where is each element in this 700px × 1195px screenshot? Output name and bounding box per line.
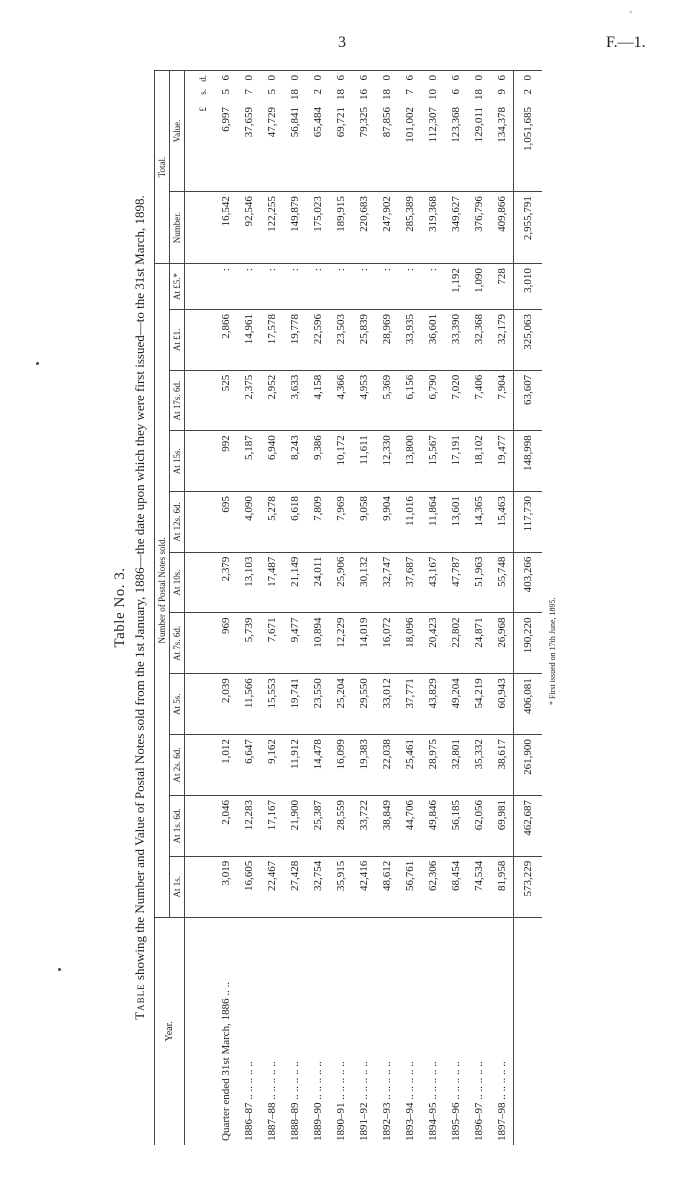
total-value-cell [490, 71, 514, 192]
value-part: 134,378 [495, 107, 508, 143]
year-header: Year. [155, 917, 185, 1145]
total-count-cell: 406,081 [514, 674, 543, 735]
count-cell: 2,375 [237, 370, 260, 431]
col-header: At £5.* [170, 264, 185, 310]
postal-notes-table [154, 70, 542, 1145]
total-number-cell: 376,796 [467, 192, 490, 264]
count-cell: 24,011 [306, 552, 329, 613]
count-cell: 14,961 [237, 309, 260, 370]
speck [36, 362, 39, 365]
count-cell: 22,467 [260, 856, 283, 917]
table-row [490, 71, 514, 1146]
count-cell: 19,741 [283, 674, 306, 735]
count-cell: 9,904 [375, 492, 398, 553]
table-row [352, 71, 375, 1146]
value-part: 18 [288, 89, 301, 100]
count-cell: 14,478 [306, 735, 329, 796]
count-cell: 32,747 [375, 552, 398, 613]
count-cell: 5,369 [375, 370, 398, 431]
table-row [214, 71, 237, 1146]
count-cell: : [283, 264, 306, 310]
empty-cell [185, 795, 215, 856]
count-cell: 14,019 [352, 613, 375, 674]
count-cell: 21,149 [283, 552, 306, 613]
value-part: 0 [265, 75, 278, 81]
year-cell: Quarter ended 31st March, 1886 .. .. [214, 917, 237, 1145]
page-number: 3 [338, 34, 346, 51]
value-part: 65,484 [311, 107, 324, 138]
value-part: 6 [357, 75, 370, 81]
count-cell: 38,849 [375, 795, 398, 856]
count-cell: 22,802 [444, 613, 467, 674]
total-value-cell [375, 71, 398, 192]
count-cell: 43,829 [421, 674, 444, 735]
count-cell: 17,167 [260, 795, 283, 856]
value-part: 10 [426, 89, 439, 100]
count-cell: 25,204 [329, 674, 352, 735]
page-mark: ' [630, 10, 632, 21]
year-cell: 1897–98 .. .. .. .. .. [490, 917, 514, 1145]
value-part: 1,051,685 [522, 107, 534, 151]
value-part: 18 [472, 89, 485, 100]
count-cell: 4,158 [306, 370, 329, 431]
value-part: 16 [357, 89, 370, 100]
count-cell: 14,365 [467, 492, 490, 553]
total-header: Total. [155, 71, 170, 264]
year-cell: 1892–93 .. .. .. .. .. [375, 917, 398, 1145]
count-cell: 68,454 [444, 856, 467, 917]
year-cell: 1896–97 .. .. .. .. .. [467, 917, 490, 1145]
total-number-cell: 122,255 [260, 192, 283, 264]
subtitle-rest: showing the Number and Value of Postal Notes sold from the 1st January, 1886—the date upon which they were first issued—to the 31st March, 1898. [132, 195, 147, 984]
count-cell: 60,943 [490, 674, 514, 735]
count-cell: 728 [490, 264, 514, 310]
total-number-cell: 319,368 [421, 192, 444, 264]
count-cell: 969 [214, 613, 237, 674]
count-cell: 37,687 [398, 552, 421, 613]
year-cell: 1889–90 .. .. .. .. .. [306, 917, 329, 1145]
count-cell: 15,567 [421, 431, 444, 492]
count-cell: 6,647 [237, 735, 260, 796]
empty-cell [185, 431, 215, 492]
value-part: 6 [449, 75, 462, 81]
value-units [185, 71, 215, 192]
count-cell: : [214, 264, 237, 310]
value-part: 6 [495, 75, 508, 81]
total-count-cell: 117,730 [514, 492, 543, 553]
total-number-cell: 189,915 [329, 192, 352, 264]
number-sold-header: Number of Postal Notes sold. [155, 264, 170, 918]
count-cell: 33,722 [352, 795, 375, 856]
count-cell: 1,012 [214, 735, 237, 796]
count-cell: 62,306 [421, 856, 444, 917]
total-number-cell: 409,866 [490, 192, 514, 264]
count-cell: 10,172 [329, 431, 352, 492]
number-header: Number. [170, 192, 185, 264]
table-row [398, 71, 421, 1146]
count-cell: : [260, 264, 283, 310]
value-part: 47,729 [265, 107, 278, 138]
count-cell: 10,894 [306, 613, 329, 674]
value-part: 69,721 [334, 107, 347, 138]
count-cell: 28,975 [421, 735, 444, 796]
year-cell-empty [185, 917, 215, 1145]
count-cell: 9,058 [352, 492, 375, 553]
value-part: 56,841 [288, 107, 301, 138]
count-cell: 22,038 [375, 735, 398, 796]
value-part: 0 [426, 75, 439, 81]
year-cell: 1888–89 .. .. .. .. .. [283, 917, 306, 1145]
count-cell: 9,162 [260, 735, 283, 796]
count-cell: 25,461 [398, 735, 421, 796]
count-cell: 56,761 [398, 856, 421, 917]
unit-label: s. [197, 89, 208, 95]
table-row [467, 71, 490, 1146]
count-cell: 18,096 [398, 613, 421, 674]
count-cell: 11,864 [421, 492, 444, 553]
count-cell: 25,839 [352, 309, 375, 370]
value-part: 7 [242, 89, 255, 95]
count-cell: 32,754 [306, 856, 329, 917]
count-cell: 49,204 [444, 674, 467, 735]
rotated-table-block [110, 70, 580, 1145]
count-cell: 2,379 [214, 552, 237, 613]
value-part: 6 [449, 89, 462, 95]
total-count-cell: 63,607 [514, 370, 543, 431]
count-cell: 38,617 [490, 735, 514, 796]
value-part: 5 [265, 89, 278, 95]
table-row [260, 71, 283, 1146]
count-cell: 49,846 [421, 795, 444, 856]
col-header: At 15s. [170, 431, 185, 492]
count-cell: 2,046 [214, 795, 237, 856]
count-cell: 3,019 [214, 856, 237, 917]
count-cell: 992 [214, 431, 237, 492]
count-cell: 525 [214, 370, 237, 431]
count-cell: 55,748 [490, 552, 514, 613]
total-value-cell [467, 71, 490, 192]
count-cell: 23,550 [306, 674, 329, 735]
count-cell: 19,477 [490, 431, 514, 492]
col-header: At 5s. [170, 674, 185, 735]
col-header: At 10s. [170, 552, 185, 613]
count-cell: 7,809 [306, 492, 329, 553]
count-cell: 6,940 [260, 431, 283, 492]
count-cell: 30,132 [352, 552, 375, 613]
count-cell: 2,039 [214, 674, 237, 735]
speck [58, 968, 61, 971]
count-cell: 22,596 [306, 309, 329, 370]
unit-label: £ [197, 107, 208, 112]
empty-cell [185, 552, 215, 613]
total-value-cell [329, 71, 352, 192]
count-cell: 1,090 [467, 264, 490, 310]
year-cell: 1887–88 .. .. .. .. .. [260, 917, 283, 1145]
total-number-cell: 16,542 [214, 192, 237, 264]
count-cell: 16,099 [329, 735, 352, 796]
count-cell: 18,102 [467, 431, 490, 492]
total-number-cell: 247,902 [375, 192, 398, 264]
count-cell: 74,534 [467, 856, 490, 917]
count-cell: 51,963 [467, 552, 490, 613]
count-cell: 29,550 [352, 674, 375, 735]
total-count-cell: 573,229 [514, 856, 543, 917]
grand-total-value [514, 71, 543, 192]
count-cell: 47,787 [444, 552, 467, 613]
total-value-cell [398, 71, 421, 192]
year-cell: 1890–91 .. .. .. .. .. [329, 917, 352, 1145]
count-cell: 54,219 [467, 674, 490, 735]
value-part: 9 [495, 89, 508, 95]
count-cell: 32,179 [490, 309, 514, 370]
table-row [444, 71, 467, 1146]
year-cell: 1893–94 .. .. .. .. .. [398, 917, 421, 1145]
count-cell: 11,912 [283, 735, 306, 796]
empty-cell [185, 192, 215, 264]
table-row [283, 71, 306, 1146]
count-cell: 24,871 [467, 613, 490, 674]
total-value-cell [421, 71, 444, 192]
count-cell: 69,981 [490, 795, 514, 856]
footnote: * First issued on 17th June, 1895. [548, 597, 557, 705]
count-cell: 23,503 [329, 309, 352, 370]
value-part: 0 [472, 75, 485, 81]
count-cell: 32,801 [444, 735, 467, 796]
value-part: 101,002 [403, 107, 416, 143]
empty-cell [185, 492, 215, 553]
count-cell: 33,012 [375, 674, 398, 735]
count-cell: 42,416 [352, 856, 375, 917]
document-code: F.—1. [606, 34, 646, 51]
count-cell: 17,191 [444, 431, 467, 492]
count-cell: 36,601 [421, 309, 444, 370]
total-value-cell [237, 71, 260, 192]
table-subtitle [130, 70, 150, 1145]
table-row [375, 71, 398, 1146]
count-cell: 12,330 [375, 431, 398, 492]
col-header: At 7s. 6d. [170, 613, 185, 674]
count-cell: 3,633 [283, 370, 306, 431]
units-row [185, 71, 215, 1146]
value-part: 6 [403, 75, 416, 81]
empty-cell [185, 264, 215, 310]
count-cell: : [375, 264, 398, 310]
count-cell: 81,958 [490, 856, 514, 917]
value-part: 0 [242, 75, 255, 81]
col-header: At 2s. 6d. [170, 735, 185, 796]
count-cell: 15,463 [490, 492, 514, 553]
count-cell: 13,800 [398, 431, 421, 492]
count-cell: : [237, 264, 260, 310]
value-part: 18 [334, 89, 347, 100]
value-part: 87,856 [380, 107, 393, 138]
col-header: At 1s. [170, 856, 185, 917]
empty-cell [185, 309, 215, 370]
count-cell: 11,566 [237, 674, 260, 735]
count-cell: 16,072 [375, 613, 398, 674]
year-cell: 1894–95 .. .. .. .. .. [421, 917, 444, 1145]
year-cell-empty [514, 917, 543, 1145]
value-part: 18 [380, 89, 393, 100]
count-cell: : [421, 264, 444, 310]
count-cell: 8,243 [283, 431, 306, 492]
count-cell: 25,906 [329, 552, 352, 613]
count-cell: 6,790 [421, 370, 444, 431]
table-row [306, 71, 329, 1146]
count-cell: 62,056 [467, 795, 490, 856]
value-part: 2 [522, 89, 534, 95]
count-cell: 19,383 [352, 735, 375, 796]
count-cell: 56,185 [444, 795, 467, 856]
count-cell: 35,915 [329, 856, 352, 917]
count-cell: 7,671 [260, 613, 283, 674]
value-part: 0 [288, 75, 301, 81]
value-part: 6 [334, 75, 347, 81]
count-cell: 33,390 [444, 309, 467, 370]
count-cell: 19,778 [283, 309, 306, 370]
total-value-cell [306, 71, 329, 192]
total-number-cell: 349,627 [444, 192, 467, 264]
value-part: 0 [522, 75, 534, 81]
table-row [329, 71, 352, 1146]
count-cell: 5,739 [237, 613, 260, 674]
total-count-cell: 190,220 [514, 613, 543, 674]
count-cell: 28,559 [329, 795, 352, 856]
count-cell: 33,935 [398, 309, 421, 370]
value-part: 0 [311, 75, 324, 81]
count-cell: 5,187 [237, 431, 260, 492]
year-cell: 1891–92 .. .. .. .. .. [352, 917, 375, 1145]
total-value-cell [352, 71, 375, 192]
count-cell: 7,969 [329, 492, 352, 553]
count-cell: 32,368 [467, 309, 490, 370]
total-number-cell: 285,389 [398, 192, 421, 264]
totals-row [514, 71, 543, 1146]
count-cell: 25,387 [306, 795, 329, 856]
count-cell: 4,090 [237, 492, 260, 553]
count-cell: 48,612 [375, 856, 398, 917]
count-cell: 11,016 [398, 492, 421, 553]
total-count-cell: 325,063 [514, 309, 543, 370]
count-cell: 20,423 [421, 613, 444, 674]
value-part: 0 [380, 75, 393, 81]
count-cell: : [329, 264, 352, 310]
count-cell: : [352, 264, 375, 310]
count-cell: 35,332 [467, 735, 490, 796]
year-cell: 1895–96 .. .. .. .. .. [444, 917, 467, 1145]
count-cell: 11,611 [352, 431, 375, 492]
empty-cell [185, 613, 215, 674]
count-cell: 15,553 [260, 674, 283, 735]
count-cell: 7,020 [444, 370, 467, 431]
value-part: 5 [219, 89, 232, 95]
count-cell: 7,904 [490, 370, 514, 431]
total-value-cell [214, 71, 237, 192]
count-cell: 4,366 [329, 370, 352, 431]
count-cell: 43,167 [421, 552, 444, 613]
value-part: 7 [403, 89, 416, 95]
count-cell: 13,601 [444, 492, 467, 553]
count-cell: 17,487 [260, 552, 283, 613]
value-part: 37,659 [242, 107, 255, 138]
total-count-cell: 148,998 [514, 431, 543, 492]
grand-total-number: 2,955,791 [514, 192, 543, 264]
total-count-cell: 261,900 [514, 735, 543, 796]
year-cell: 1886–87 .. .. .. .. .. [237, 917, 260, 1145]
count-cell: 6,618 [283, 492, 306, 553]
count-cell: 16,605 [237, 856, 260, 917]
total-number-cell: 220,683 [352, 192, 375, 264]
empty-cell [185, 856, 215, 917]
total-count-cell: 403,266 [514, 552, 543, 613]
count-cell: 2,866 [214, 309, 237, 370]
count-cell: 9,477 [283, 613, 306, 674]
unit-label: d. [197, 75, 208, 82]
total-number-cell: 175,023 [306, 192, 329, 264]
value-part: 6 [219, 75, 232, 81]
subtitle-lead: Table [132, 983, 147, 1020]
total-number-cell: 92,546 [237, 192, 260, 264]
total-value-cell [444, 71, 467, 192]
total-count-cell: 3,010 [514, 264, 543, 310]
count-cell: : [306, 264, 329, 310]
count-cell: 28,969 [375, 309, 398, 370]
count-cell: : [398, 264, 421, 310]
total-value-cell [283, 71, 306, 192]
table-title: Table No. 3. [112, 567, 128, 648]
count-cell: 27,428 [283, 856, 306, 917]
value-part: 112,307 [426, 107, 439, 143]
empty-cell [185, 735, 215, 796]
col-header: At 1s. 6d. [170, 795, 185, 856]
empty-cell [185, 370, 215, 431]
value-header: Value. [170, 71, 185, 192]
count-cell: 21,900 [283, 795, 306, 856]
value-part: 123,368 [449, 107, 462, 143]
count-cell: 12,283 [237, 795, 260, 856]
count-cell: 1,192 [444, 264, 467, 310]
count-cell: 26,968 [490, 613, 514, 674]
count-cell: 12,229 [329, 613, 352, 674]
count-cell: 37,771 [398, 674, 421, 735]
count-cell: 7,406 [467, 370, 490, 431]
count-cell: 13,103 [237, 552, 260, 613]
empty-cell [185, 674, 215, 735]
total-count-cell: 462,687 [514, 795, 543, 856]
count-cell: 695 [214, 492, 237, 553]
value-part: 129,011 [472, 107, 485, 143]
table-row [421, 71, 444, 1146]
col-header: At 12s. 6d. [170, 492, 185, 553]
value-part: 2 [311, 89, 324, 95]
total-number-cell: 149,879 [283, 192, 306, 264]
total-value-cell [260, 71, 283, 192]
count-cell: 17,578 [260, 309, 283, 370]
count-cell: 9,386 [306, 431, 329, 492]
count-cell: 5,278 [260, 492, 283, 553]
count-cell: 6,156 [398, 370, 421, 431]
value-part: 79,325 [357, 107, 370, 138]
count-cell: 2,952 [260, 370, 283, 431]
col-header: At £1. [170, 309, 185, 370]
table-row [237, 71, 260, 1146]
count-cell: 4,953 [352, 370, 375, 431]
count-cell: 44,706 [398, 795, 421, 856]
col-header: At 17s. 6d. [170, 370, 185, 431]
value-part: 6,997 [219, 107, 232, 132]
